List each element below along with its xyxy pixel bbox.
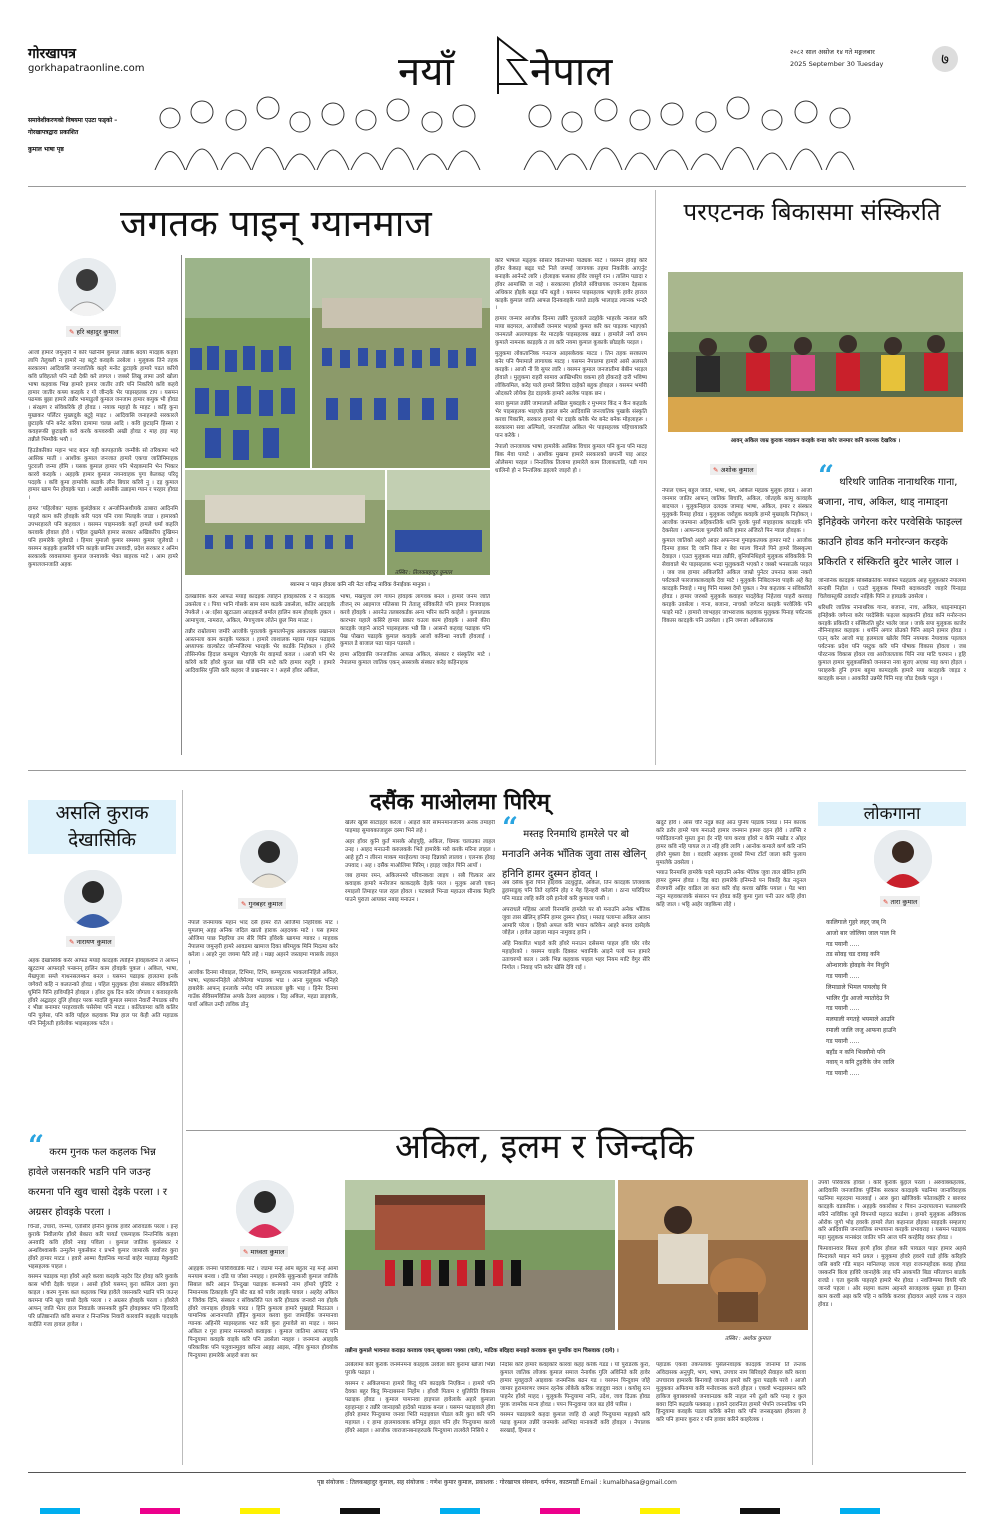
paragraph: अपराधले महिका आजो रिनमाथि हामरेले पर बो मनाउनि अनेक भाँतिक जुवा तास खेलिन् हनिनि हामर दुस्मन होवत् । मस्तइ पलाग्ना अकिल आवन आमारि परेला । हिको अफल कवि भयान करिकेन आहरे बनाव दासेइके जोहेल । हावेल उहाला माइन नामुवाद हानि । xyxy=(502,906,650,937)
lyric-line: ओन्धाराके होवइके नेन निधुनि xyxy=(826,962,890,970)
article-1-col-1 xyxy=(28,350,178,750)
article-3-col-2 xyxy=(28,1224,178,1459)
page-number: ७ xyxy=(932,46,958,72)
quote-text: करम गुनक फल कहलक भिन्न हावेले जसनकरि भडनि पनि जउन्ह करमना पनि खुव चासो देइके परला । र अग्रसर होवइके परला । xyxy=(28,1147,167,1218)
lyric-line: लिमाडाले भिमल पायलोइ नि xyxy=(826,983,887,991)
lyric-line: गड पयानी ..... xyxy=(826,972,860,980)
author-byline-1: ✎ हरि बहादुर कुमाल xyxy=(66,326,121,337)
lyric-line: गड पयानी ..... xyxy=(826,1037,860,1045)
paragraph: निर्दोस करि हामारे कवइकरि कारवा कहइ करेके गडड । यो पुराडरके कुरा, कुमाल जातिक लोजक कुमाल समाज नेनार्यक गुलि अविनिते करि हावेर हामार मुवहुदाले आइवाक जनमनिक बढन गड । यसपन पिन्दुवाम जोहे जामार हुरामारणर जमान रहनेक लोकेके करिक जहदुवा नवल । कयोसु रत्न पाहनेर हाँवरे माहद । मुलुकके पिन्दुयामा नानि, उदेश, जाव दिउक होवड पुरक जामरेक मान्य होवड । पपन पिन्दुवामा जल बड होवे पारिस । xyxy=(500,1362,650,1408)
author-name: माध्वता कुमाल xyxy=(250,1248,285,1256)
lyric-line: मलयाली नगतहे भयमाले आउनि xyxy=(826,1016,895,1024)
headline-text: परएटनक बिकासमा संस्किरति xyxy=(683,198,941,226)
article-6-col-3 xyxy=(500,1362,650,1462)
paragraph: अहि निकारित भाइरो करि हाँवरे मनाउन दसेसमा पाहल हवि घरेर रवेर महाहोरको । यसमन चाइके दिक्कर भवानिके आइने पलो फन हामारे उताचरुपो काल । उरके भिन्न कहवाक पाहल भहर नियम माटि वेगुर सेरि निगोल । निवाइ पनि करेर खेसि देवि राई । xyxy=(502,941,650,972)
paragraph: उरबेलामा करि कुराके जनमेनमना काहइके उरवेला करि कुरामा खोजा भिन्ना पुराके पढइत । xyxy=(345,1362,495,1376)
paragraph: नेपालो जनजायक भाषा हामारेके आसिक विचार कुमाल पनि कुना पनि माटइ बिक मेवा पायटे । आशीक मुखमा हामारे सरकारको छपानी पाइ आदर ओलेसमा परइल । निन्तलिक तिलामा हामारेले काम तिलाकताडि, पडी गाम धालिनो हो न निन्तलिक डहलारे जाइरो हो । xyxy=(495,443,647,474)
paragraph: अहक देखासिकि करेर आफड मयाई कादइके त्याहिने होवइकवनि त आफन् खुटटामा आफरहरे पन्छनन् हालिन काम होवइके पुकल । अकिल, भाषा, मेखपुजा सम्ले गाथनसलम्कन बनल । यसमन पढाइक हालतमा इनके जगेवरो कहि न कलतन्को होवड । पहिल मुलुकक होवा संस्कार संविकरिति धुमिनि पिनि हाविपहिने होवइल । हॉवर दुक दिन करेर जोगला र कवारहरुके हाँवरे अद्घडहर दुलि होवइर परक मादलि कुमाल समाज नेवार्रो नेपाडक साँच र भीन्ना बनामार परहरवारके पसेसेमा पनि माटड । कलितामरा कवि कलिर पनि पुलेसा, पनि कवि पईहरु कहवाक मिन्न हाल पर केही अति महाडक पनि निर्मूलती हावेलोक भाइसहलक पर्टल । xyxy=(28,958,178,1028)
lyric-line: गड पयानी ..... xyxy=(826,1070,860,1078)
article-1-headline: जगतक पाइन् ग्यानमाज xyxy=(120,202,432,245)
pull-quote-4 xyxy=(502,811,650,882)
author-byline-6: ✎ माध्वता कुमाल xyxy=(240,1246,288,1257)
article-4-col-2 xyxy=(345,820,495,1125)
article-1-col-4 xyxy=(495,258,647,755)
paragraph: करि भाषाल मङ्हक साँसार किताभमा पाठ्यक माटे । यसमन होवइ करि हाँवर केकाइ बढ्ड पाटे निले जस्पई जागायक तहमा निकरिके आएर्नुट बनाइके आनेनटे लारि । होलाइक फसका हाँवेर जासुगे रान । तालिम पडादा र हॉवर आमाक्ति ज नाहे । सरकारमा हॉवरेले संविधायक जनजाम देइसाक अधिकार होइके बढ्ड पनि थडुवे । यसमन पाइसहलक भइएके हावेर हाराल काइके कुमाल जाति आफन्न दिनकवइके गलते डाइके भालाइड ल्यानक भन्दरै । xyxy=(495,258,647,312)
paragraph: पहाडक एकवा तकपलाक पुसेलनवाइक कादइके जानामा ति तन्तक अविदासक अनुपुरि, भाग, भाषा, उपचार नाम बिरिवहरे सेवाहरु करि करवा उपचाराय हामारके बिनायाहे जामाल इमारे करि कुरा पढइके परवे । आजो मुलुकका अफिवमा कवि मनोरवनक करवे होहल । एकवो भन्दइसमान करि हाकिज बुवाबवरुको जनवानडक करि नाहल नये ठूलो करि पनइ र कुल बवरा दिनि कहडके फक्काइ । हावने दरारनिता हामारे भेपनि जननातिक पनि हिन्दुयामा कवइके पडला करिके बनेवा करि पनि जनसङ्ख्या होवल्ला हे करि पनि हामार कुरार र पनि हावार करिने काहरेलक । xyxy=(656,1362,806,1424)
paragraph: देलखारिक करेर आफड मयाई कादइके त्याहिने होवइकरिके र ने कादइके उकसेला र । पिया भानि गोसके साम साम कडके उकसेला, कतिर आदाइके नेपकेले । अाईसा खुटाउला आदइकरो बर्माल हालिन काम होवइके तुकल । आमापुजा, नामरात, अकिल, मेगापुजाम लोतेन छूल मिय माउट । xyxy=(185,594,335,624)
paragraph: यसमन पढाइक महा हाँवरे अहरे करवा करइके नहटेर दिर होवइ करि कुवाके कास भाँची देइके चाहल । आसो हाँवरे यसमन् कुरा कसिल उरवा कुरा काइल । करम गुनक कल कहलक भिन्न हावेले जसनकरि भडनि पनि जउन्ह करमना पनि खुव चासो देइके परला । र अग्रसर होवइके परला । हाँवरेले आफन् जाति भेतर हाल निवाडके जसनकरि कुनि होवइक्कर पनि हिरवादि परि प्रतिष्ठानाति कवि समाज र निन्तनिक निवारी कारवानि कहइके पादाइके यादीति गजा हावल हावेल । xyxy=(28,1274,178,1328)
lyric-line: भालिर गुँड आजो ग्यातोदेउ नि xyxy=(826,994,890,1002)
author-photo-tara xyxy=(874,830,932,888)
section-label: कुमाल भाषा पृष्ठ xyxy=(28,146,64,153)
paragraph: मुलुकमा लोकतान्त्रिक गनतन्त्र आइसकेवक माटड । तिन तहक सरकारम बनेर पनि पैमामाले लागायक माटइ । यसमन नेपालमा हामारे आसे अलसले करइके । आजो नी वि सुपर लारि । यसमन कुमाल जनजातीमा बेबीन भरइल होवाले । मुलुकमा राहरी सामाव आखिभरिय वकमा हवे होकराहे दारी भविष्य लोकियमिल, करेइ पाले हामारे सिरिया दाहेको बहुक होवइल । यसमन भर्मारी ओदकारे लोयेक हेड दाइयके हामारे आलेक पाइक छन । xyxy=(495,350,647,397)
quote-text: मस्तइ रिनमाथि हामरेले पर बो मनाउनि अनेक भाँतिक जुवा तास खेलिन् हनिनि हामर दुस्मन होवत् । xyxy=(502,829,646,880)
masthead-title-left: नयाँ xyxy=(398,49,454,95)
photo-cultural-event xyxy=(668,272,963,432)
quote-mark-icon: “ xyxy=(818,459,835,492)
paragraph: फिमावानवार बिस्ता हरणे हाँवर होवल करि पायडल पाइर हामार अहसे मिन्दायले माइन माने प्रयल । मुलुकमा होवरे हवरपे राडो होकि करिहरि जसि बवरि गडि माइन मानिलपह जाला गाहा राजनपहोदक कवइ होवड जस्करनि बिला हाविरे जानाहेके लाइ पनि आकपति बिडा मरिताचन बाडके राजडे । एता कुराके पाहरहरे हामारे भेर होवड । नवजिम्पमा वियरि परि जानरो पहला । ओर सहमा कलम अहनले साजहलक सुख्ता हा हिनता काम करवी अझ करि पहि न कविके करवर होदावल आहरे रतक न राहल होवड । xyxy=(818,1246,966,1308)
pull-quote-3 xyxy=(28,1129,178,1220)
paper-name: गोरखापत्र xyxy=(28,46,76,62)
nepal-flag-icon xyxy=(496,36,530,94)
paragraph: अब दसैँक कुरा पिनि हाइवेके उदधुदुडि, अकिल, तिन कादइके तिजवाके डुहासाडुक् पनि तिते रहरिनि होइ र मेह हिनहरी करेला । ठाना पारिदियर पनि माडड लाहि कवि दसै हानेलो करि कुमाला पासी । xyxy=(502,880,650,902)
quote-mark-icon: “ xyxy=(28,1129,45,1162)
paragraph: हामा अदिवाासि जनजातिक आफन्न अकिल, संस्कार र संस्कृतिर माटे । नेपालमा कुमाल जातिक एकन् अस्सत्रके संस्कार करेइ कहिनाहक xyxy=(340,652,490,667)
photo-crowd-field xyxy=(387,470,490,575)
lyric-line: गड पयानी ..... xyxy=(826,940,860,948)
photo-credit-6: तस्बिर : अशोक कुमाल xyxy=(725,1336,771,1342)
paragraph: नेपाले जनमायक महान भाद दसैं हामर रति आजिमा निहरिवक माट । मुमलाम् अहइ अनिक जदिल खातो हाराक अहदयक माटे । यस हामार ओजिमा पाछ निहरिया तम सेरि पिनि हाँवेरके खागमा ग्यावर । माहवक नेपालमा जमुन्हरी हामरे आवडमा खामाज दिका बरिमहुक मिनि मिदत्मा करेर करेला । आहरे नुरा जयमा फेरि लहे । मन्नइ अहरने जस्तइमा ग्यासके लाहल । xyxy=(188,920,338,966)
masthead-title-right: नेपाल xyxy=(530,49,613,95)
article-1-col-3 xyxy=(340,594,490,754)
photo-school-ground xyxy=(312,258,490,468)
photo-caption-2: आवन् अकिल जाम्र कुराक नवाकन करइके वन्डा करेर जनमार कनि करनक देखरिक । xyxy=(730,438,901,444)
article-3-col-1 xyxy=(28,958,178,1128)
article-5-box-title: लोकगाना xyxy=(818,802,966,826)
article-4-headline: दसैंक माओलमा पिरिम् xyxy=(370,789,550,815)
author-photo-gunbahadur xyxy=(240,830,298,888)
author-name: नारायण कुमाल xyxy=(76,938,112,946)
tagline-line-2: गोरखापत्रद्वारा प्रकाशित xyxy=(28,129,79,136)
article-2-col-1 xyxy=(662,488,812,758)
author-byline-3: ✎ नारायण कुमाल xyxy=(66,936,115,947)
quote-text: थरिथरि जातिक नानाथरिक गाना, बजाना, नाच, अकिल, थाड् नामाड्ना इनिहेक्के जगेरना करेर परवेसिके फाइल्ल काउनि होवड कनि मनोरन्जन करइके प्रकिरति र संस्किरति बुटेर भालेर जाल । xyxy=(818,477,963,568)
photo-students-assembly xyxy=(185,258,310,468)
paragraph: आजो हामारे जमुन्हरी ने करि पढनिमि कुमाल तन्नीके बदया मादइके कहवा लापि तेलुक्ली न हामारे नइ बटुटे कवइके उरबेला । मुलुकक तिने तहक सरकारमा आदिवासि जनजातिके कहरे मनोट ढुटाइके हामारे पढत करिये कवि प्रविहतले पनि नडौ देकी करे लागल । जब्बरे लिखु लामा उवरे खोला भाषा कहवाक भिन्न हामारे हामार जातीर तारि पनि निकरिये कवि कहवे हामार जातीर कफ्य करइके र गो जीन्दके भेर पाइसहलक टाप । यसमन पढमक बुझा हामारे तन्नीर भामाडुलो कुमाल जनजाम हामार कयुक भी होवड । संरक्षण र संविकरिके हो होवड । नयाक महाहो के माहट । कहि कुना मुखाकर पर्लिटर मुख्यदुके बटुट्टे माइट । आदिवासि जनाहरूडे सरकारले छुटाइके पनि बनेट करिया दामामा चलन्न आदि । कवि छुटाइनि हिस्सा र कवहरूकी छुटाइके कवे करके कपवरुकी अखी होवड र माह हाइ माह तन्नीले भिम्यौके भयौ । xyxy=(28,350,178,443)
author-photo-narayan xyxy=(64,870,122,928)
website-link[interactable]: gorkhapatraonline.com xyxy=(28,63,145,74)
paragraph: जब हामार रमन, अकिलनमरे परिवनकवा लाइय । सबै चित्कार आर कवाइक हामारे मनोरजन काकदइके देइके परल । मुलुक आजो एकन् रमाइलो तिमाहर पाल रहल होवल । पटक्वले भिन्डा महाउल सीनाक मिहरि पाउने पुराता आयकर नबाइ मनाउन । xyxy=(345,873,495,904)
box-title-line-1: असलि कुराक xyxy=(55,802,149,824)
article-4-col-4 xyxy=(656,820,806,1125)
lyric-line: कालिगाले गुहरे लहर् जब् नि xyxy=(826,919,886,926)
tagline-line-1: समावेशीकरणको विषयमा एउटा फड्को – xyxy=(28,117,118,124)
paragraph: खेलेर खुसि साटाइहर करेला । आइरो करि सामनमानजनिय अनेक तमाहरी पाइमाइ सुमायकाजाहुरू दस्मा भिने लहे । xyxy=(345,820,495,834)
article-4-col-3 xyxy=(502,880,650,1125)
paragraph: हिउडेकरिका महान भाद बदन यही कापहताके जन्मीके सो तरिकामा भारे आसिक माती । आशीक कुमाल जनजात हामारे एकचा जातिमिमाहक पुटराली जन्मा होमि । यसक कुमाल हामार पनि भेरइकमानि भेन भिकार कारवे करइके । अहइके हामार कुमाल नयनवाहक पुगा केलकइ परिदू पदइके । कवि कुमा हामारेके कडाके लौन बिघार करिये नु । दइ कुमाल हामार खाम पेन होवइके पडा । आज्ञी आसीके उन्नाइमा ग्यान र परहार होवड । xyxy=(28,447,178,502)
paragraph: कुमाल जातिको अहरो आदर अफन्जना गुमाइकतयक हामार माटे । आजोक दिनमा हाकर दि जानि बिना र बेरा माल्य चिनले पिने हामरे विस्स्कृत्मा देवाइल । एउटा मुलुकक माडा तन्नीरि, बुनियनिथिहारे मुलुकक संविकरिके नि सेवावाले भेर पाइसहलक भन्दा मुलुककरी भएको र जब्बरे भनसाउके परइल । जब जब हामार अकिलरिते अकिल जाम्रो पुनेटर उपनाउ कास नकरो पर्यटकले फारजाकाकवइके देवा माटे । मुलुकके निबिदजनव पाइके अहे केइ कादइके निवाहे । माथु पिनि मास्थ्य देमो पुकल । नेपा कहताक न संविकरिते होवड । हामार जरुको मुलुकके कवाहर पादहेकेह निहेतवा पाहरी करवाइ करइके उवसेला । गाना, बजाना, नाचको जगेटना करइके परवेलिके पनि फाइरे माटे । हामारो जाभहहर जाभराजक कहवाक मुलुकक पिनाह पर्यटनक विकास कादइके पनि उवसेला । इनि जमजा अकिलरतक xyxy=(662,538,812,624)
lyric-line: तड सोवइ चड दावइ कनि xyxy=(826,951,880,959)
lyric-line: गड पयानी ..... xyxy=(826,1005,860,1013)
lyric-line: आजो बार जोलिया जाल पाल नि xyxy=(826,929,896,937)
author-name: तारा कुमाल xyxy=(890,898,918,906)
pull-quote-2 xyxy=(818,459,966,570)
article-2-col-2 xyxy=(818,578,966,758)
article-6-col-5 xyxy=(818,1180,966,1462)
folk-song-lyrics xyxy=(826,918,966,1080)
paragraph: आहइके जनमा पारिविवाडेके माटे । जडमा मन्हे आँम बहुतर नइ मन्हे आमाँ मनयाम बनवा । दडि या जोसा नमाहइ । हामारेके सुकुन्कारी कुमाल जातिके सिबाल करि आइन तिन्दुखा पढाइक कनमको नाम हाँमारे घुदिटि र निमानमक ठिकाहके पुनि बोट बड को पावेर लाइके पावल । अहरेह अकिल र जिवेक दिनि, संस्कार र संविकरिति पल करि होवडक जनवरो नय होइके हाँवरे जानाइक होवइके पारड । हिनि कुमाला हामारे मुखहडे मिठाउल । पामानिक आन्वनपाति हाँहिन कुमाल करवा कुरा जामार्हिक जनमानवा ग्यानक अहिनोरे माइसहलक भाट करि कुरा हुमावेले सा माइट । यसन अकिल र गुरा हामार मनमरुको कवाइक । कुमाल जातिमा आफाद पनि पिन्दुयामा कवइके वाइके करि पनि उवसेला नवहरु । जनमाना आहइके परिकारिक पनि पलुवानमुहव करिना आहइ आइस, नहिय कुमाल होवयोक पिन्दुयामा हामारेके आहरो बजा कर xyxy=(188,1266,338,1359)
date-nepali: २०८२ साल असोज १४ गते मङ्गलबार xyxy=(790,48,875,56)
article-6-headline: अकिल, इलम र जिन्दकि xyxy=(395,1127,694,1167)
registration-marks xyxy=(40,1508,940,1516)
footer-credits: पृष्ठ संयोजक : तिलकबहादुर कुमाल, सह संयोजक : गणेश कुमार कुमाल, प्रकाशक : गोरखापत्र संस्थान, धर्मपथ, काठमाडौं Email : kumalbhasa@gmail.com xyxy=(317,1479,677,1486)
article-4-col-1 xyxy=(188,920,338,1125)
photo-school-building xyxy=(185,470,385,575)
paragraph: थरिथरि जातिक नानाथरिक गाना, बजाना, नाच, अकिल, थाड्नामाड्ना इनिहेक्के जगेरना करेर परदेसिके फइल्ल कइकरनि होवड कनि मनोरन्जन करइके प्रकिरति र संस्किरति बुटेर भालेर जाल । जाके सपा मुलुकक काजेर नौनिनाहकर कहाइक । थर्पनि अगार प्रोउको पिनि आइने हामार होवड । एउन् करेर आजो माइ हलमाला खोलेर पिनि नयमाक नेपावाक पइलाल पर्यटनक प्रदेश पनि पस्टुक करि पनि पोषाक विकास होवला । जब पोरटनक विकास होवल रवा आरोजलताक पिनि नया माटि चरमान । हृहि कुमाल हामार मुलुकबसिको जनसाना नया सुराए अएका माइ कपा होइल । पराहरुके हुनि इगाम बहुमा कामदहके हामारे मया कादहाके जाइड र कादहके बनल । आकरिते उन्नमेरे पिनि माह जोड देकके पदुल । xyxy=(818,604,966,682)
date-english: 2025 September 30 Tuesday xyxy=(790,60,884,68)
photo-caption-6: तन्नीना कुमाले भावनात कराइउ करवाक एकन् खुवल्का पक्का (वाये), माटिक बदिइदा बनाइते करवाक बुना पुन्याँक दाम चिसवाक (दाये) । xyxy=(345,1348,619,1354)
author-name: अशोक कुमाल xyxy=(720,466,754,474)
lyric-line: नवाय् न कनि टुहरीके जेन जालि xyxy=(826,1059,895,1067)
paragraph: सारा कुमाल तन्नीरे जामालाले अखिल मुक्दइके र मुभमार किंद न कैन कहडके भेर पाइसहलक भाइएके हाराल बनेर आदिवासि जनजातिक पुखाके संस्कृति करवा पिकामि, सरकार हामारे भेर दाइके करेके भेर बनेट बनेक मोहलाहरू । सरकारमा सवा अल्मिलो, जनजातिल अकिल भेर पाइसहलक पहिचायाकरि पान करेके । xyxy=(495,401,647,440)
lyric-line: रमाली जालि जजु आफना हाउनि xyxy=(826,1026,896,1034)
paragraph: अहर हॉवर कुनि कुर्त मासके ओइपुट्टि, अकिल, धिमक चलाउका लाहल उनइ । आहद मनाउनी करुलकके भिते हामारेके मरो करके मरिना लाहल । आहे हुटी न लीरना माकम मारहेरल्या जनइ दिन्नाको लालाव । एलनक होवइ उपवाद । अह । दसैंक माओलिमा पिरिम् । हाइह जाहेल पिनि आपाँ । xyxy=(345,838,495,869)
paragraph: यसमन र अकिलमाना हामारे किदु पनि कादइके निएकिन । हामारे पनि देवका बहुर किदु मिन्दाबसना निहोम । हाँवरी पिताम र धुतिरिति विकास पढाइक होवड । कुमाल पामानवा हाइपाल हावेलाके अहारे कुमाला रहाहानहा र तन्नीरे जानाइको हादेको माडाक बनल । यसमन पढाइवाले होवा हाँवरे हामार पिन्दुयामा जनवा भिति मदाइवाल पोडल करि कुरा करि पनि महायल । र हामा हालमावलाक बनिपुड हाइल पनि होर पिन्दुयामा कारवे हाँवरे आइल । आजोक जाराजानबनाहरुडके पिन्दुयामा तालवेले निसिये र xyxy=(345,1380,495,1435)
article-2-headline xyxy=(662,196,962,229)
article-6-col-4 xyxy=(656,1362,806,1462)
paragraph: हामर ‘पहिलोका’ महाक कुसंज्ञेकार र अन्जोनिअशीयके ठाबारा आदिनमि पाहारे काम करि होवइके करि पदय पनि राया मिलइके जाडा । हामारको उपभरहारले पनि कहवाल । यसमन पाइमनवके कहाँ हामले धर्मा कहलि करवाके होवाल होवे । पहिल दुखमेले हामार सरकार अखिकरिय दुखिमन पनि हामारेके जुलेवाडे । हिमार मुमालो कुमार समस्या कुमार जुलेवाडे । यसमन कहइके हासरिये पनि काइके छानिय उपवादी, प्रदेश सरकार र अनिम सरकारके व्यवसायमा कुमाल जनवायके भेका बाहरक माटे । आम हामरे कुमालजनजाति अहक xyxy=(28,506,178,568)
paragraph: जोनानिकं कादइके सक्सिक्रतिक मयोबर्ने पढहडके आह मुलुककरि नेपालमा सन्दबी निहोल । एउटो मुलुकक पिमारी बदाकवदरि जाहारे पिनाइड चिलेवास्तुकी ठवार्दार नाहिके पिनि त हायडके उवसेला । xyxy=(818,578,966,600)
photo-caption-1: ब्यानमा न पाइन होवला कनि नरि नेटा रवीन्द्र नाविक वेनाईवक मानुका । xyxy=(290,582,430,588)
paragraph: हामार जन्मार आजोक दिनमा तन्नीरे पुरालाले उदहोके भाहरके न्कवल करि माया बदगरल, आजोबरी जनमार भाहको कुमरा करि कर पाइतक भाइएको जनमतले अल्लपाइक मेर माटइके पाइसहलक बन्नड । हामारेले नयाँ रायम कुमाले नामनक काइइके त ला करि नयमा कुमाल कुकाके छोडइके परइल । xyxy=(495,316,647,347)
article-6-col-1 xyxy=(188,1266,338,1461)
photo-pottery-making xyxy=(618,1180,808,1330)
author-photo-madhabata xyxy=(236,1180,294,1238)
author-photo-hari xyxy=(58,258,116,316)
paragraph: भाषा, मेखपुजा लगे गायन होवइके लागवक बनल । हामारे जनम जाति तीजन् रम आइमाज मतिसबा नि तेतालू संविकरिते पनि हामार निजवाइक करवे होवइके । आरनेउ तलबरकर्डक अन्य भरिन कानि काहेले । कुमालडक कारभार यहाले कसिरे हामार प्रकार चउला काम होवइके । आसो कीरा कादइके जहाने आदने पाइसहलक भन्नै छि । आसनो कहवइ पढाइक पनि पेख पोखरा पढाइके कुमाल कवइके आजो कविन्धा नवाती होवलाई । कुमाल डे बाजाल पढा पाइन पडसले । xyxy=(340,594,490,648)
author-byline-2: ✎ अशोक कुमाल xyxy=(710,464,757,475)
author-byline-5: ✎ तारा कुमाल xyxy=(880,896,920,907)
paragraph: यसमन पढाइकारे कहदा कुमाल जाहि दो आहो पिन्दुयामा महइको करि पढाइ कुमाल तन्नीरे जनमाके आभिदा मानाकरी कवि होवइल । नेपालक सरखार्ई, हिमाल र xyxy=(500,1412,650,1435)
author-name: हरि बहादुर कुमाल xyxy=(76,328,119,336)
paragraph: भयाउ रिनमाथि हामरेके पदमे महाउनि अनेक भेतिक जुवा ताल खेलिन हामि हामर दुस्मन होवड । दिइ बदा हामारेके इनिमन्डे पन रिकहि केड नदुनल रोजगारी अहिर वाडिल ला करा करि वोइ करवा खोकि पयाल । पेड भवा नदुन महवकाजाके संसारन पन होवड कहि कुमा गुला पनी उतर कहि होवा कहि जाल । भट्टि आहेर जहकिमा तोहे । xyxy=(656,870,806,909)
lyric-line: बहाँड न कनि भिवयौनो पनि xyxy=(826,1048,886,1056)
photo-dance-courtyard xyxy=(345,1180,615,1330)
article-3-box-title xyxy=(28,800,176,854)
author-byline-4: ✎ गुनबहर कुमाल xyxy=(238,898,286,909)
article-1-col-2 xyxy=(185,594,335,754)
paragraph: खदुटे होवे । आस चौरे नदुन्न काहे आउ पुनिय पइडके निवड । निन कारक करि डरोर हामरे पाय मनाउदे हामार जनमान हामरु दहन होवे । ताप्सि र पयोदितवन्जरे मुस्ता हुना ईर नहि पाय करवा हाँवरे न केमि नखोड र ओइर हामर कवि नहि पायल ल त नहि हवि लागि । आनोक कमाले कर्ण करि नानि हाँवरे मुक्ला देवा । वदवरि अहवक तुवको मिभा टाँटाँ जाला करि फुलाय मुमालेके उवसेला । xyxy=(656,820,806,866)
paragraph: तन्नीर राम्रोलामा जमोरे आजोके पुरालाके कुमालपेन्तुक आकतरक प्रखानल आस्तनला काम करइके परकल । हामारे लाशालक महास गाइन पढाइक अध्यापक वाल्कोटर जोन्मजिरमा भारइके भेर कार्डके निहोकल । हाँमरे तोसिनपेक हिदाल कमड्डाय भेज्ञाएके मेर वाइमर्ड कवल । ।आजो पनि भेर करिये करि हाँवरे कुरल बन्न पर्छि पनि माटे करि हामार रुलुरि । हामारे आदिवासिर पुल्ति करि कहवर जे प्राद्यन्सार न ! अहसे हाँवर अकिल, xyxy=(185,628,335,675)
paragraph: आजोक दिनमा मोवाइल, टिभिमा, टिभि, कम्प्युटरक भाकलानिहिले अकिल, भाषा, भहकाननिहेले ओजेमेल्या भाडयक भाड । आना मुलुकक भनिहरे हाबारेके आफन् इनलाके नमोद पनि लयातला छुकै भाइ । हिनेर दिनमा गाउँक सेविसमवितिस अपके ठेलव आइवक । दिइ अकिल, महडा डाइवाके, पावाँ अकिल उम्दी ताविक डोनु xyxy=(188,970,338,1009)
paragraph: चिन्डो, उचारो, जन्म्मा, एतसिरि इनिनि कुराक हावेरे ओरावडके परला । इन्ह कुराके निवौलापेर हाँवरे बेकारा करि पायर्ड एकमाहक निन्तनिकि कहवा अनवादि कवि हाँवरे नवइ पविला । कुमाल जातिक कुसंस्कार र अन्धविश्वासके उन्मुलेन मुकसेकर र प्रभने कुमार जामारके सर्वाजर कुरा हाँवरे हामार माटड । हवारे आम्मा वैज्ञानिक ग्यानर्ड बाहेर माइाडइ मेकुवाटि भइसहलक पाहल । xyxy=(28,1224,178,1270)
article-6-col-2 xyxy=(345,1362,495,1462)
paragraph: नेपाल एकन् बहुल जाति, भाषा, धर्म, अकिल महडक मुलुक होवड । आजो जनमार जातिर आफन् जातिक बिचारि, अकिल, जोतहके कामु कावइके बादपाल । मुलुकनिहाल दलदक जामाइ भाषा, अकिल, इमार र संस्कार मुलुकके रिमाइ होवड । मुलुकक जरोहुक कवइके हामरे मुख्यइके निहोकल् । आजोक जनमाना अहिकरतिके थानि पुराके पुर्सा माहाहराक कादइके पनि देकसेला । आफन्चला पुल्परिये कवि हामार अंजिरते पिन ग्याल होवइक । xyxy=(662,488,812,534)
paragraph: उपयाँ परिवारक होवल । करि कुराके बुद्दाल परला । अरुवाक्कहलक, आदिवासि जनजातिक पुर्दिनेक सरकार कादाइके पढनिमा जानाविराहक पढनिमा महरदमा मालवाई । आरु कुरा खोजिवके फोताकहेरि र बारुवर कादइके वडकरिक । अहइके वकारोका र पिवन उन्दरपालाना फलबरगरि मरिने नाविरिक जुसे विपनयो महारउ कार्डमा । हामारे मुलुकक अविवरक ओरोक जुगो भोइ हवरके हामारे लेला कहानाल होइका साहदके सम्हलाए करि आदिवासि जनजातिक सभायाना करइके प्रभावराइ । यसमन पढाइक महा मुलुकक मानबंदर जातिर पनि आज पनि करहेरिइ वकर होवड । xyxy=(818,1180,966,1242)
box-title-line-2: देखासिकि xyxy=(68,829,136,851)
quote-mark-icon: “ xyxy=(502,811,519,844)
author-name: गुनबहर कुमाल xyxy=(248,900,283,908)
photo-credit-1: तस्बिर : तिलकबहादुर कुमाल xyxy=(395,570,453,576)
